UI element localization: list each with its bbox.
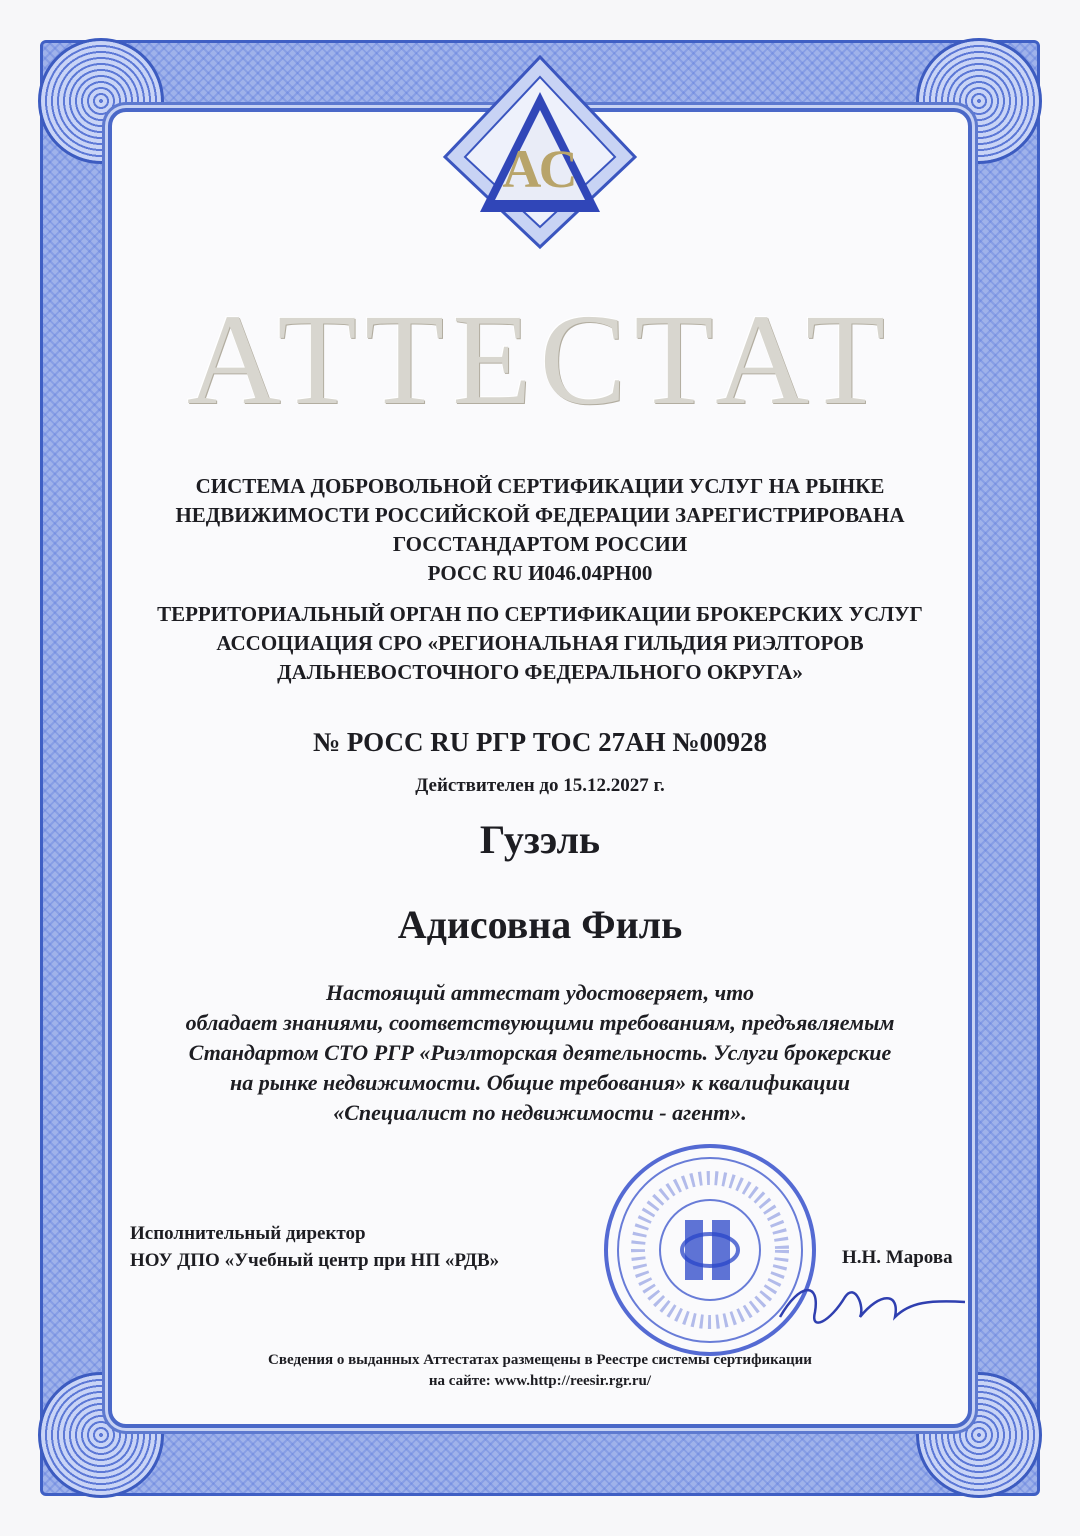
text-line: Стандартом СТО РГР «Риэлторская деятельность. Услуги брокерские	[188, 1040, 892, 1065]
text-line: на сайте: www.http://reesir.rgr.ru/	[428, 1373, 652, 1389]
valid-until: Действителен до 15.12.2027 г.	[415, 775, 665, 796]
logo-lettering: АС	[502, 139, 578, 199]
certificate-number: № РОСС RU РГР ТОС 27АН №00928	[312, 727, 768, 757]
qualification-statement	[120, 978, 960, 1128]
certification-authority-block	[130, 600, 950, 687]
document-title: АТТЕСТАТ	[186, 288, 894, 432]
text-line: СИСТЕМА ДОБРОВОЛЬНОЙ СЕРТИФИКАЦИИ УСЛУГ НА РЫНКЕ	[195, 474, 885, 498]
handwritten-signature	[770, 1262, 970, 1342]
text-line: АССОЦИАЦИЯ СРО «РЕГИОНАЛЬНАЯ ГИЛЬДИЯ РИЭЛТОРОВ	[216, 631, 864, 655]
text-line: НЕДВИЖИМОСТИ РОССИЙСКОЙ ФЕДЕРАЦИИ ЗАРЕГИСТРИРОВАНА	[175, 503, 905, 527]
certification-system-block	[130, 472, 950, 588]
signatory-position: Исполнительный директор	[130, 1223, 366, 1244]
text-line: ДАЛЬНЕВОСТОЧНОГО ФЕДЕРАЛЬНОГО ОКРУГА»	[277, 660, 803, 684]
signatory-details	[130, 1220, 499, 1274]
text-line: ГОССТАНДАРТОМ РОССИИ	[392, 532, 688, 556]
text-line: на рынке недвижимости. Общие требования» к квалификации	[230, 1070, 850, 1095]
registry-note	[130, 1350, 950, 1392]
signatory-organization: НОУ ДПО «Учебный центр при НП «РДВ»	[130, 1250, 500, 1271]
text-line: «Специалист по недвижимости - агент».	[333, 1100, 747, 1125]
text-line: Сведения о выданных Аттестатах размещены в Реестре системы сертификации	[268, 1352, 812, 1368]
association-logo	[440, 52, 640, 252]
holder-patronymic-surname: Адисовна Филь	[397, 902, 683, 947]
text-line: ТЕРРИТОРИАЛЬНЫЙ ОРГАН ПО СЕРТИФИКАЦИИ БРОКЕРСКИХ УСЛУГ	[157, 602, 923, 626]
signatory-name: Н.Н. Марова	[842, 1247, 953, 1268]
text-line: обладает знаниями, соответствующими требованиям, предъявляемым	[185, 1010, 895, 1035]
text-line: РОСС RU И046.04РН00	[427, 561, 653, 585]
holder-first-name: Гузэль	[479, 817, 601, 862]
text-line: Настоящий аттестат удостоверяет, что	[325, 980, 754, 1005]
